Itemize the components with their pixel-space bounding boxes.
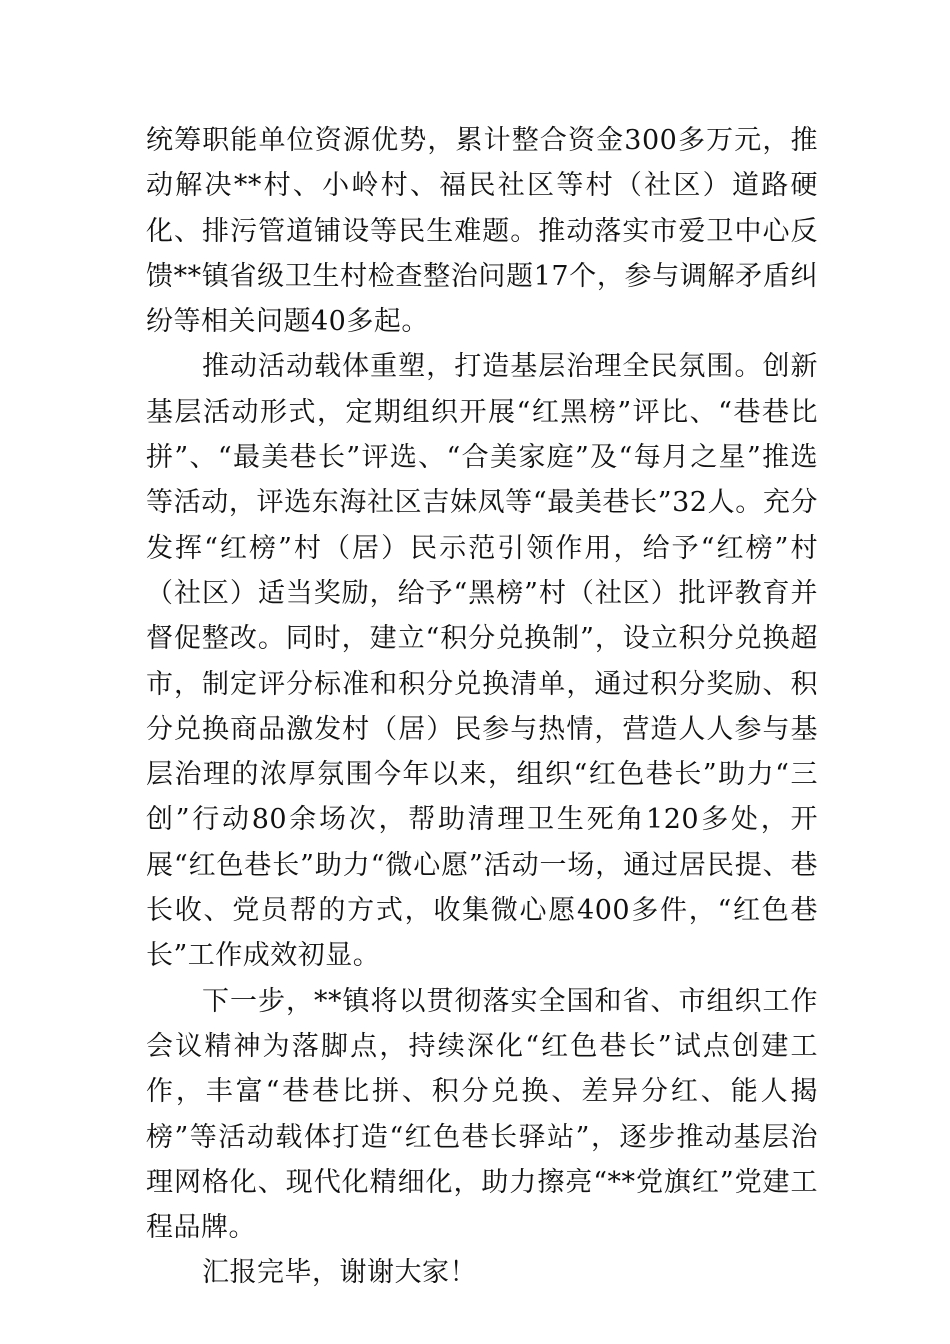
- document-body: [146, 118, 818, 1296]
- paragraph-closing: 汇报完毕，谢谢大家！: [202, 1257, 477, 1289]
- paragraph-next-steps: 下一步，**镇将以贯彻落实全国和省、市组织工作会议精神为落脚点，持续深化“红色巷长”试点创建工作，丰富“巷巷比拼、积分兑换、差异分红、能人揭榜”等活动载体打造“红色巷长驿站”，逐步推动基层治理网格化、现代化精细化，助力擦亮“**党旗红”党建工程品牌。: [146, 985, 818, 1244]
- paragraph-resource-integration: 统筹职能单位资源优势，累计整合资金300多万元，推动解决**村、小岭村、福民社区等村（社区）道路硬化、排污管道铺设等民生难题。推动落实市爱卫中心反馈**镇省级卫生村检查整治问题17个，参与调解矛盾纠纷等相关问题40多起。: [146, 125, 818, 338]
- paragraph-activity-reshaping: 推动活动载体重塑，打造基层治理全民氛围。创新基层活动形式，定期组织开展“红黑榜”评比、“巷巷比拼”、“最美巷长”评选、“合美家庭”及“每月之星”推选等活动，评选东海社区吉妹凤等“最美巷长”32人。充分发挥“红榜”村（居）民示范引领作用，给予“红榜”村（社区）适当奖励，给予“黑榜”村（社区）批评教育并督促整改。同时，建立“积分兑换制”，设立积分兑换超市，制定评分标准和积分兑换清单，通过积分奖励、积分兑换商品激发村（居）民参与热情，营造人人参与基层治理的浓厚氛围今年以来，组织“红色巷长”助力“三创”行动80余场次，帮助清理卫生死角120多处，开展“红色巷长”助力“微心愿”活动一场，通过居民提、巷长收、党员帮的方式，收集微心愿400多件，“红色巷长”工作成效初显。: [146, 351, 818, 972]
